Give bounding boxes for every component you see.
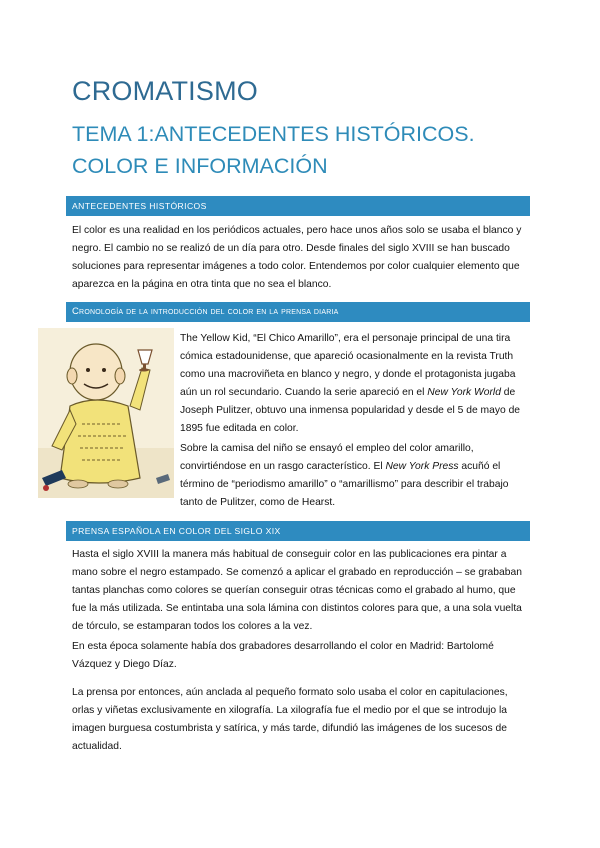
section-heading-cronologia: Cronología de la introducción del color en la prensa diaria bbox=[66, 302, 530, 322]
antecedentes-paragraph: El color es una realidad en los periódicos actuales, pero hace unos años solo se usaba el blanco y negro. El cambio no se realizó de un día para otro. Desde finales del siglo XVIII se han buscado soluciones para representar imágenes a todo color. Entendemos por color cualquier elemento que aparezca en la página en otra tinta que no sea el blanco. bbox=[72, 225, 522, 290]
new-york-press: New York Press bbox=[385, 461, 459, 472]
document-subtitle bbox=[72, 118, 542, 182]
section-heading-prensa: PRENSA ESPAÑOLA EN COLOR DEL SIGLO XIX bbox=[66, 521, 530, 541]
yellow-kid-illustration bbox=[38, 328, 174, 498]
new-york-world: New York World bbox=[427, 387, 501, 398]
subtitle-line-2: COLOR E INFORMACIÓN bbox=[72, 154, 328, 178]
subtitle-line-1: TEMA 1:ANTECEDENTES HISTÓRICOS. bbox=[72, 122, 475, 146]
prensa-paragraph-3: La prensa por entonces, aún anclada al pequeño formato solo usaba el color en capitulaciones, orlas y viñetas exclusivamente en xilografía. La xilografía fue el medio por el que se introdujo la imagen burguesa costumbrista y satírica, y más tarde, difundió las imágenes de los sucesos de actualidad. bbox=[72, 687, 508, 752]
section-heading-antecedentes: ANTECEDENTES HISTÓRICOS bbox=[66, 196, 530, 216]
cronologia-paragraph-2: Sobre la camisa del niño se ensayó el empleo del color amarillo, convirtiéndose en un rasgo característico. El New York Press acuñó el término de “periodismo amarillo” o “amarillismo” para describir el trabajo tanto de Pulitzer, como de Hearst. bbox=[180, 443, 509, 508]
prensa-paragraph-1: Hasta el siglo XVIII la manera más habitual de conseguir color en las publicaciones era pintar a mano sobre el negro estampado. Se comenzó a aplicar el grabado en reproducción – se grababan tantas planchas como colores se querían conseguir otras técnicas como el grabado al humo, que fue la más utilizada. Se entintaba una sola lámina con distintos colores para que, a una sola vuelta de tórculo, se estamparan todos los colores a la vez. bbox=[72, 549, 522, 632]
document-title: CROMATISMO bbox=[72, 76, 258, 106]
cronologia-paragraph-1: The Yellow Kid, “El Chico Amarillo”, era el personaje principal de una tira cómica estadounidense, que apareció ocasionalmente en la revista Truth como una macroviñeta en blanco y negro, y donde el protagonista jugaba aún un rol secundario. Cuando la serie apareció en el New York World de Joseph Pulitzer, obtuvo una inmensa popularidad y desde el 5 de mayo de 1895 fue editada en color. bbox=[180, 333, 521, 434]
prensa-paragraph-2: En esta época solamente había dos grabadores desarrollando el color en Madrid: Bartolomé Vázquez y Diego Díaz. bbox=[72, 641, 494, 670]
